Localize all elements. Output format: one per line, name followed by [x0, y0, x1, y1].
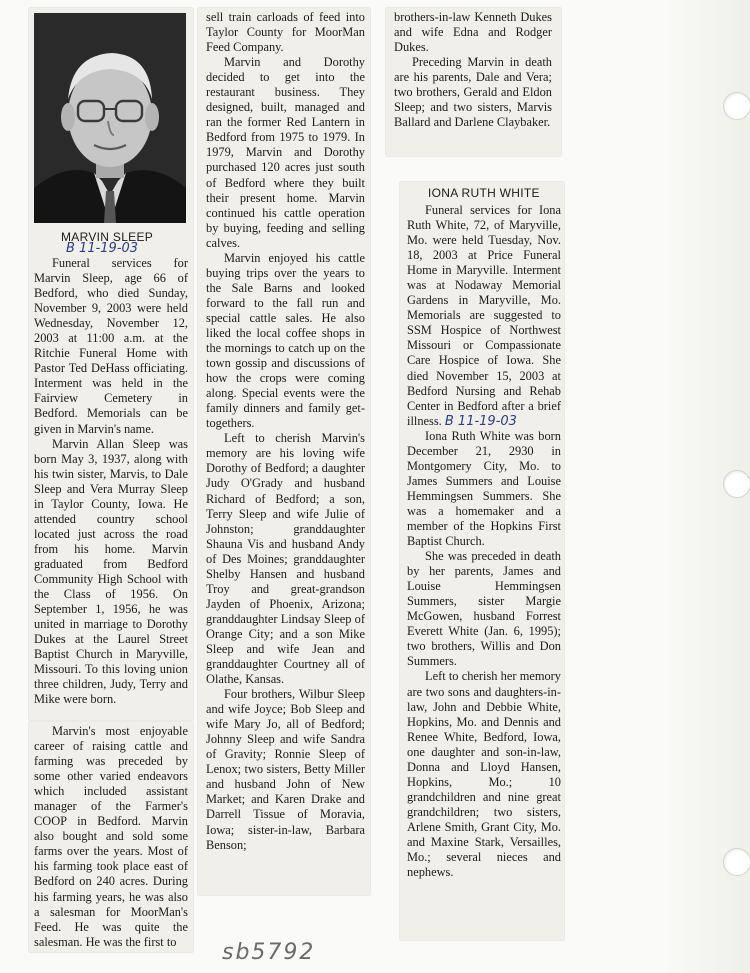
marvin-column-1-upper	[34, 256, 188, 707]
binder-hole-bottom	[723, 848, 750, 876]
paragraph: Marvin's most enjoyable career of raising cattle and farming was preceded by some other varied endeavors which included assistant manager of the Farmer's COOP in Bedford. Marvin also bought and sold some farms over the years. Most of his farming took place east of Bedford on 240 acres. During his farming years, he was also a salesman for MoorMan's Feed. He was quite the salesman. He was the first to	[34, 724, 188, 949]
paragraph: Marvin enjoyed his cattle buying trips over the years to the Sale Barns and looked forward to the fall run and special cattle sales. He also liked the local coffee shops in the mornings to catch up on the town gossip and discussions of how the crops were coming along. Special events were the family dinners and family get-togethers.	[206, 250, 365, 431]
obituary-name-iona: IONA RUTH WHITE	[428, 186, 540, 200]
portrait-photo	[34, 13, 186, 223]
paragraph: She was preceded in death by her parents, James and Louise Hemmingsen Summers, sister Margie McGowen, husband Forrest Everett White (Jan. 6, 1995); two brothers, Willis and Don Summers.	[407, 549, 561, 669]
handwritten-date-marvin: B 11-19-03	[66, 241, 139, 256]
paragraph	[407, 203, 561, 429]
marvin-column-2	[206, 10, 365, 853]
handwritten-date-iona: B 11-19-03	[444, 413, 517, 429]
paragraph: Left to cherish Marvin's memory are his loving wife Dorothy of Bedford; a daughter Judy O'Grady and husband Richard of Bedford; a son, Terry Sleep and wife Julie of Johnston; granddaughter Shauna Vis and husband Andy of Des Moines; granddaughter Shelby Hansen and husband Troy and great-grandson Jayden of Phoenix, Arizona; granddaughter Lindsay Sleep of Orange City; and a son Mike Sleep and wife Jean and granddaughter Courtney all of Olathe, Kansas.	[206, 431, 365, 687]
paragraph: Preceding Marvin in death are his parents, Dale and Vera; two brothers, Gerald and Eldon Sleep; and two sisters, Marvis Ballard and Darlene Claybaker.	[394, 55, 552, 130]
binder-hole-middle	[723, 470, 750, 498]
binder-hole-top	[723, 92, 750, 120]
paragraph: Funeral services for Marvin Sleep, age 66 of Bedford, who died Sunday, November 9, 2003 were held Wednesday, November 12, 2003 at 11:00 a.m. at the Ritchie Funeral Home with Pastor Ted DeHass officiating. Interment was held in the Fairview Cemetery in Bedford. Memorials can be given in Marvin's name.	[34, 256, 188, 436]
paragraph: Iona Ruth White was born December 21, 2930 in Montgomery City, Mo. to James Summers and Louise Hemmingsen Summers. She was a homemaker and a member of the Hopkins First Baptist Church.	[407, 428, 561, 549]
obituary-name-marvin: MARVIN SLEEP	[61, 230, 154, 244]
paragraph: brothers-in-law Kenneth Dukes and wife Edna and Rodger Dukes.	[394, 10, 552, 55]
iona-column	[407, 203, 561, 880]
handwritten-catalog-number: sb5792	[222, 940, 316, 965]
paragraph: Left to cherish her memory are two sons and daughters-in-law, John and Debbie White, Hopkins, Mo. and Dennis and Renee White, Bedford, Iowa, one daughter and son-in-law, Donna and Lloyd Hansen, Hopkins, Mo.; 10 grandchildren and nine great grandchildren; two sisters, Arlene Smith, Grant City, Mo. and Maxine Stark, Versailles, Mo.; several nieces and nephews.	[407, 669, 561, 880]
marvin-column-1-lower	[34, 724, 188, 950]
paragraph: Marvin Allan Sleep was born May 3, 1937, along with his twin sister, Marvis, to Dale Sleep and Vera Murray Sleep in Taylor County, Iowa. He attended country school located just across the road from his home. Marvin graduated from Bedford Community High School with the Class of 1956. On September 1, 1956, he was united in marriage to Dorothy Dukes at the Laurel Street Baptist Church in Maryville, Missouri. To this loving union three children, Judy, Terry and Mike were born.	[34, 436, 188, 707]
paragraph: sell train carloads of feed into Taylor County for MoorMan Feed Company.	[206, 10, 365, 55]
paragraph: Marvin and Dorothy decided to get into the restaurant business. They designed, built, managed and ran the former Red Lantern in Bedford from 1975 to 1979. In 1979, Marvin and Dorothy purchased 120 acres just south of Bedford where they built their present home. Marvin continued his cattle operation by buying, feeding and selling calves.	[206, 55, 365, 250]
paragraph: Four brothers, Wilbur Sleep and wife Joyce; Bob Sleep and wife Mary Jo, all of Bedford; Johnny Sleep and wife Sandra of Gravity; Ronnie Sleep of Lenox; two sisters, Betty Miller and husband John of New Market; and Karen Drake and Darrell Tissue of Moravia, Iowa; sister-in-law, Barbara Benson;	[206, 687, 365, 852]
marvin-column-3	[394, 10, 552, 130]
paragraph-text: Funeral services for Iona Ruth White, 72, of Maryville, Mo. were held Tuesday, Nov. 18, 2003 at Price Funeral Home in Maryville. Interment was at Nodaway Memorial Gardens in Maryville, Mo. Memorials are suggested to SSM Hospice of Northwest Missouri or Compassionate Care Hospice of Iowa. She died November 15, 2003 at Bedford Nursing and Rehab Center in Bedford after a brief illness.	[407, 203, 561, 428]
